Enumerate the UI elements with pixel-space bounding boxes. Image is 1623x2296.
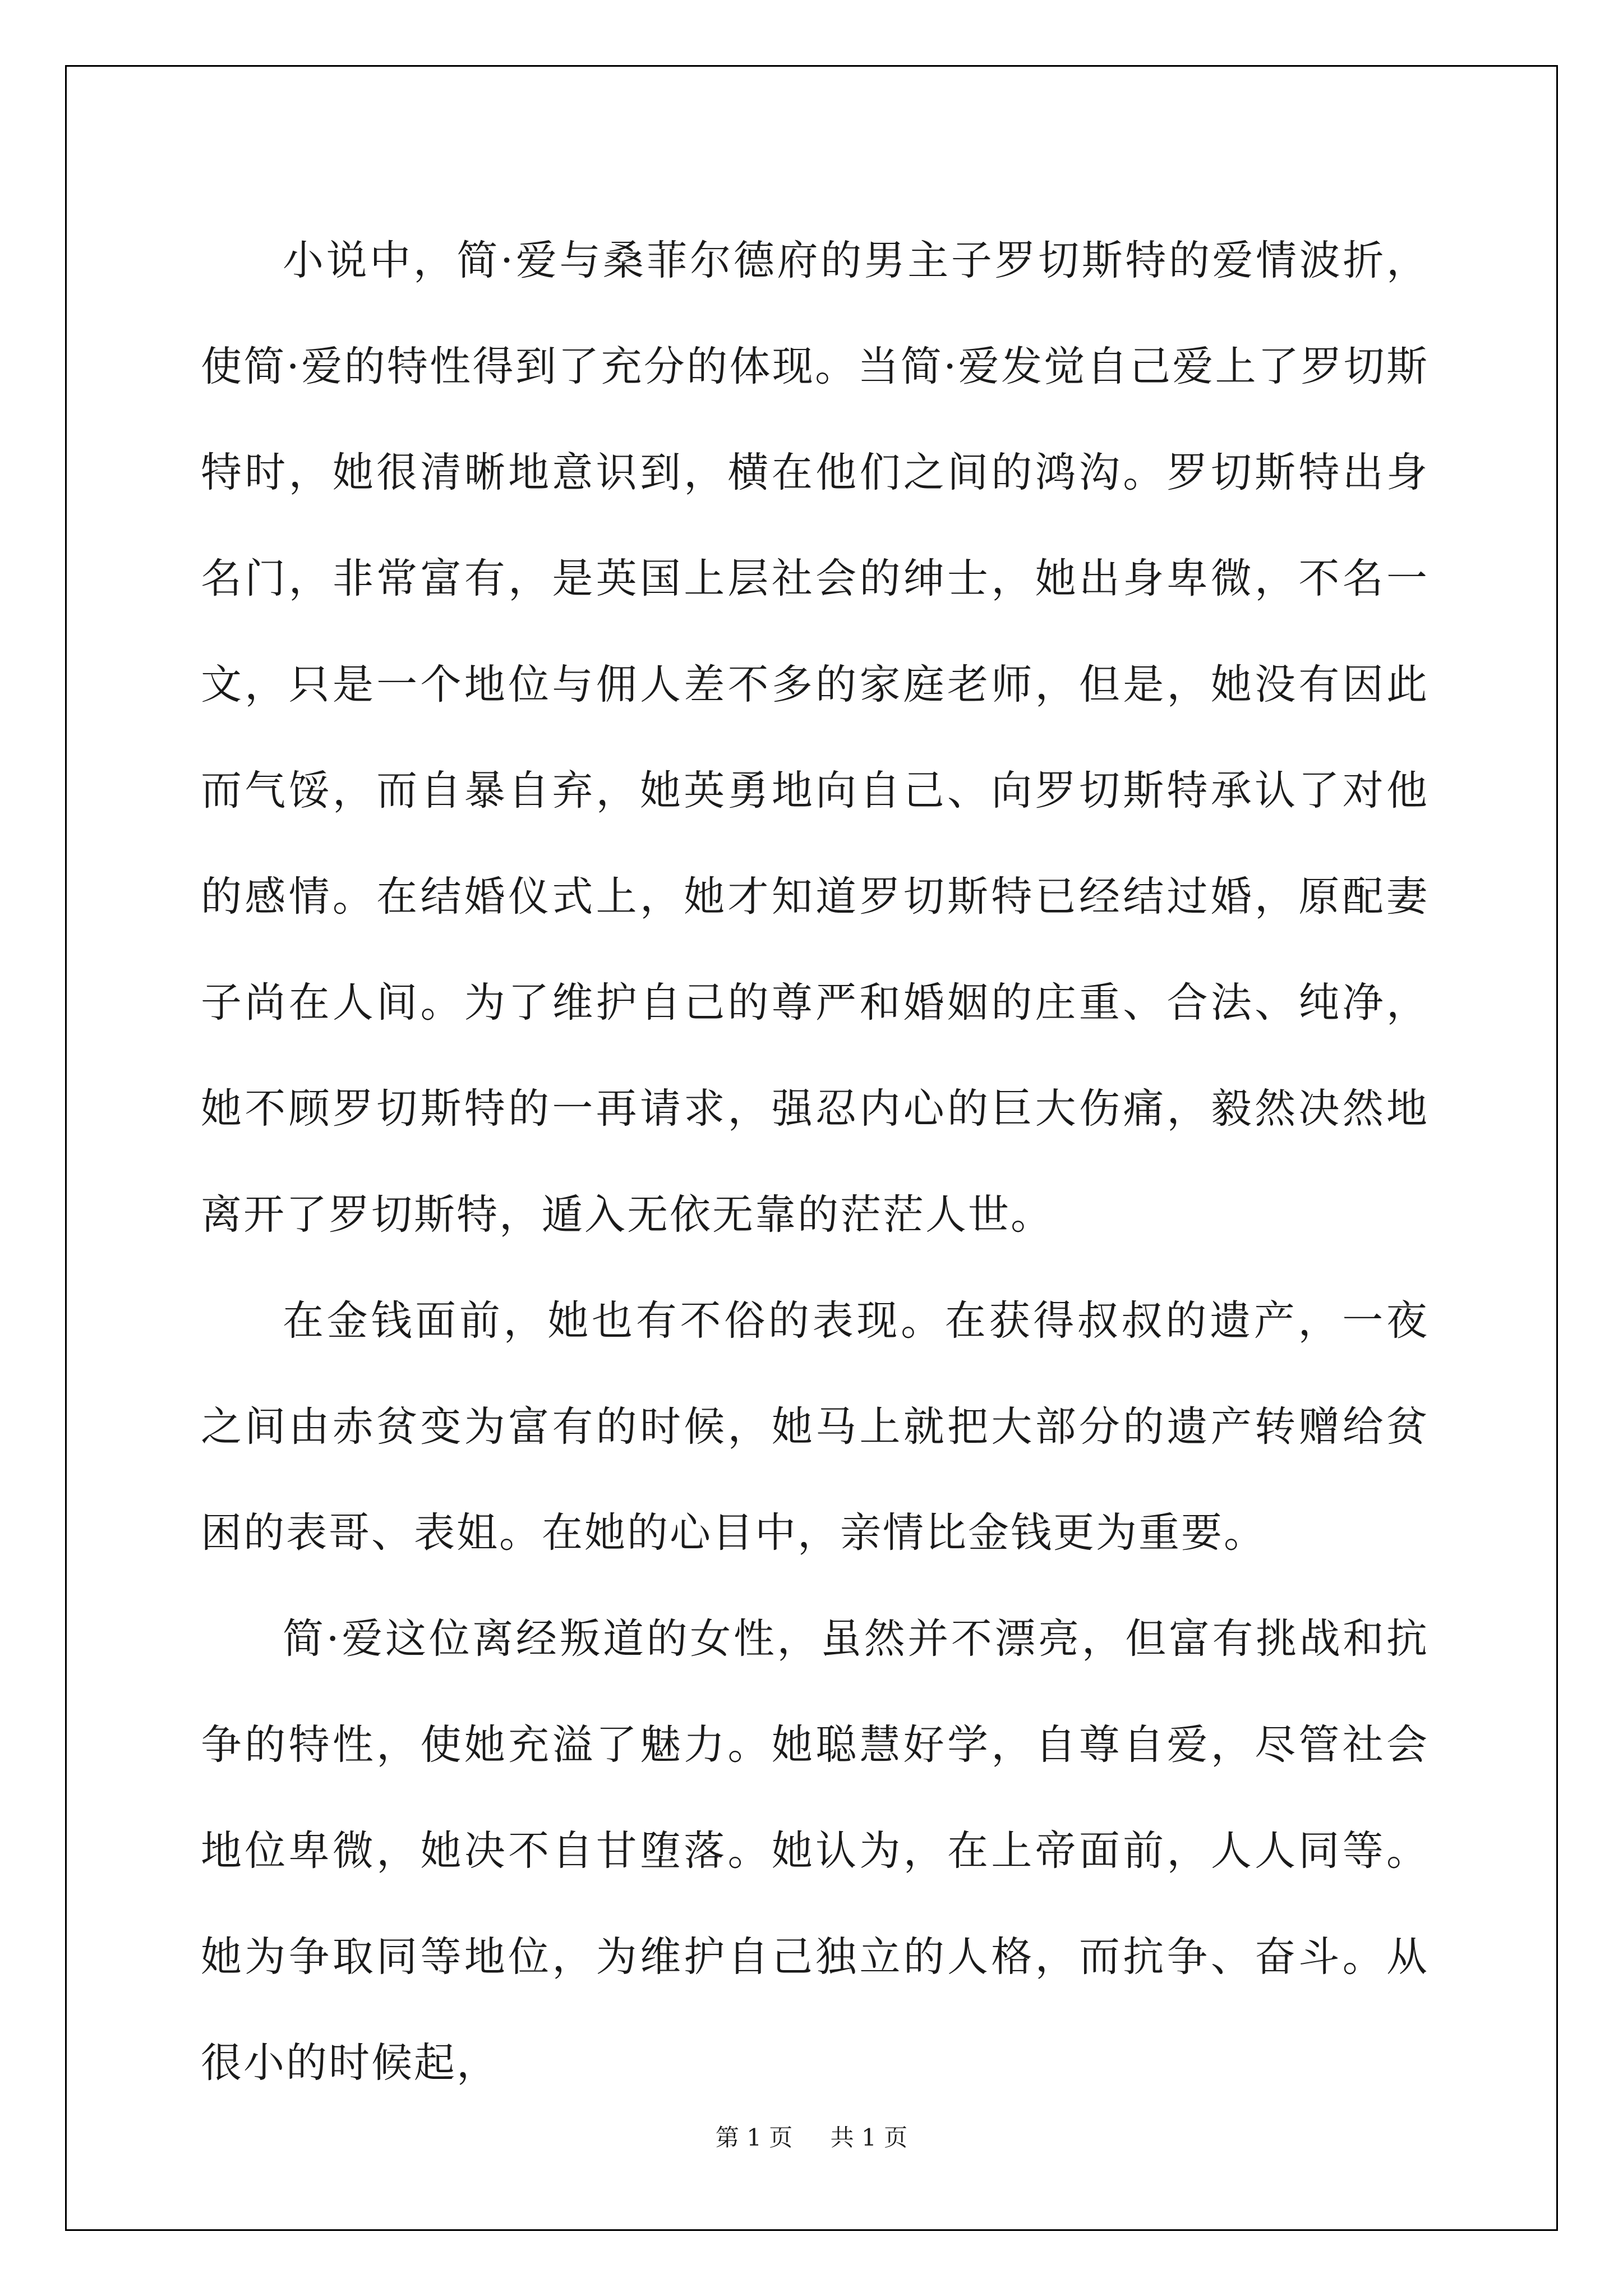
page-number: 第 1 页 (715, 2124, 793, 2151)
page-total: 共 1 页 (830, 2124, 908, 2151)
paragraph-3: 简·爱这位离经叛道的女性，虽然并不漂亮，但富有挑战和抗争的特性，使她充溢了魅力。她聪慧好学，自尊自爱，尽管社会地位卑微，她决不自甘堕落。她认为，在上帝面前，人人同等。她为争取同等地位，为维护自己独立的人格，而抗争、奋斗。从很小的时候起， (201, 1615, 1429, 2087)
paragraph-2: 在金钱面前，她也有不俗的表现。在获得叔叔的遗产，一夜之间由赤贫变为富有的时候，她马上就把大部分的遗产转赠给贫困的表哥、表姐。在她的心目中，亲情比金钱更为重要。 (201, 1297, 1429, 1557)
document-body (201, 208, 1429, 2116)
page-footer (0, 2119, 1623, 2153)
paragraph-1: 小说中，简·爱与桑菲尔德府的男主子罗切斯特的爱情波折，使简·爱的特性得到了充分的体现。当简·爱发觉自己爱上了罗切斯特时，她很清晰地意识到，横在他们之间的鸿沟。罗切斯特出身名门，非常富有，是英国上层社会的绅士，她出身卑微，不名一文，只是一个地位与佣人差不多的家庭老师，但是，她没有因此而气馁，而自暴自弃，她英勇地向自己、向罗切斯特承认了对他的感情。在结婚仪式上，她才知道罗切斯特已经结过婚，原配妻子尚在人间。为了维护自己的尊严和婚姻的庄重、合法、纯净，她不顾罗切斯特的一再请求，强忍内心的巨大伤痛，毅然决然地离开了罗切斯特，遁入无依无靠的茫茫人世。 (201, 237, 1429, 1239)
